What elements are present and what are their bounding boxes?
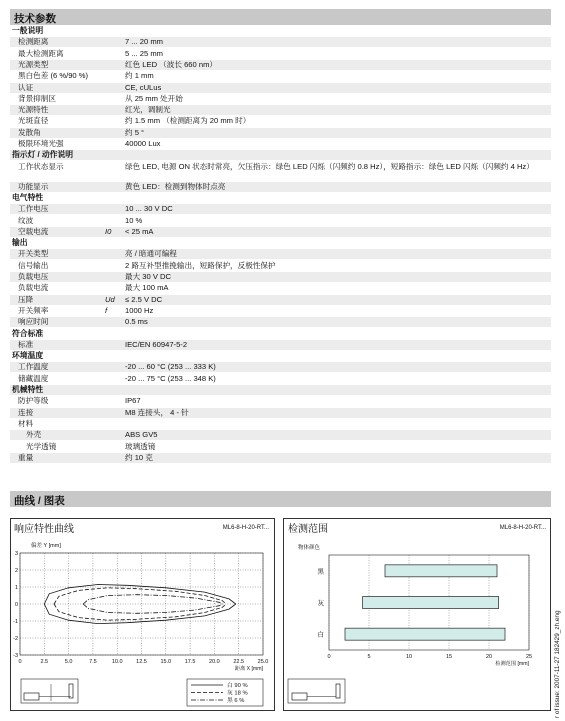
- spec-value: 5 ... 25 mm: [125, 48, 163, 58]
- spec-key: 功能显示: [18, 181, 49, 191]
- section-header-curves: [10, 491, 551, 507]
- spec-key: 开关类型: [18, 249, 49, 259]
- spec-value: 40000 Lux: [125, 139, 161, 148]
- spec-row: [10, 283, 551, 293]
- spec-value: 最大 30 V DC: [125, 272, 171, 281]
- x-tick-label: 17.5: [184, 659, 196, 665]
- spec-key: 标准: [18, 339, 34, 349]
- response-curve-chart: [11, 519, 274, 710]
- chart-title: 响应特性曲线: [14, 524, 74, 535]
- spec-row: [10, 295, 551, 305]
- spec-value: 约 5 °: [125, 127, 145, 137]
- detection-range-panel: [283, 518, 551, 711]
- spec-group-header: [10, 238, 551, 248]
- x-tick-label: 25.0: [257, 659, 269, 665]
- spec-key: 电气特性: [12, 192, 44, 202]
- legend-label: 灰 18 %: [227, 690, 248, 697]
- y-tick-label: -3: [13, 653, 18, 659]
- section-title: 技术参数: [14, 13, 56, 25]
- spec-key: 光学透镜: [26, 441, 57, 451]
- y-tick-label: 0: [14, 602, 18, 608]
- series-line-0-lower: [44, 604, 236, 624]
- spec-row: [10, 139, 551, 149]
- x-tick-label: 5: [367, 654, 371, 660]
- spec-value: IP67: [125, 396, 141, 406]
- spec-group-header: [10, 385, 551, 395]
- issue-date-note: r of issue: 2007-11-27 182429_zh.eng: [554, 610, 561, 718]
- spec-row: [10, 49, 551, 59]
- spec-value: 红色 LED （波长 660 nm）: [125, 59, 217, 69]
- spec-key: 响应时间: [18, 317, 49, 327]
- spec-value: 0.5 ms: [125, 317, 148, 327]
- sensor-diagram-icon: [288, 679, 345, 703]
- x-tick-label: 2.5: [40, 659, 49, 665]
- spec-value: 约 1.5 mm （检测距离为 20 mm 时）: [125, 116, 251, 126]
- spec-row: [10, 340, 551, 350]
- spec-value: 1000 Hz: [125, 305, 154, 315]
- spec-key: 连接: [18, 407, 34, 417]
- detection-range-chart: [284, 519, 550, 710]
- spec-row: [10, 272, 551, 282]
- series-line-2-lower: [83, 604, 222, 613]
- legend-label: 白 90 %: [227, 683, 248, 689]
- y-tick-label: 3: [14, 551, 18, 557]
- series-line-0-upper: [44, 585, 236, 605]
- x-tick-label: 12.5: [136, 659, 147, 665]
- spec-key: 重量: [18, 452, 34, 462]
- spec-key: 光源特性: [18, 105, 49, 115]
- range-bar: [385, 565, 497, 577]
- spec-key: 光斑直径: [18, 116, 49, 126]
- x-tick-label: 10.0: [111, 659, 123, 665]
- spec-row: [10, 374, 551, 384]
- spec-value: -20 ... 75 °C (253 ... 348 K): [125, 373, 216, 383]
- x-tick-label: 15.0: [160, 659, 172, 665]
- spec-group-header: [10, 351, 551, 361]
- spec-value: 亮 / 暗通可编程: [125, 249, 177, 259]
- x-tick-label: 10: [405, 654, 413, 660]
- spec-key: 光源类型: [18, 59, 49, 69]
- x-tick-label: 22.5: [233, 659, 245, 665]
- spec-key: 环境温度: [12, 351, 44, 361]
- x-axis-label: 距离 X [mm]: [234, 666, 263, 672]
- spec-value: 约 1 mm: [125, 71, 154, 81]
- range-bar: [363, 597, 499, 609]
- spec-row: [10, 216, 551, 226]
- spec-row: [10, 116, 551, 126]
- series-line-2-upper: [83, 595, 222, 604]
- spec-symbol: Ud: [105, 294, 115, 304]
- y-tick-label: 1: [14, 585, 18, 591]
- category-label: 灰: [317, 600, 324, 607]
- spec-row: [10, 227, 551, 237]
- spec-key: 背景抑制区: [18, 93, 56, 103]
- spec-row: [10, 60, 551, 70]
- spec-key: 工作状态显示: [18, 161, 64, 171]
- spec-row: [10, 249, 551, 259]
- y-axis-label: 物体颜色: [298, 545, 321, 551]
- spec-value: -20 ... 60 °C (253 ... 333 K): [125, 362, 216, 372]
- y-axis-label: 偏差 Y [mm]: [31, 543, 61, 549]
- spec-key: 认证: [18, 82, 34, 92]
- spec-key: 负载电流: [18, 283, 49, 293]
- x-tick-label: 15: [445, 654, 453, 660]
- legend-label: 黑 6 %: [227, 698, 245, 704]
- spec-group-header: [10, 329, 551, 339]
- y-tick-label: -2: [13, 636, 18, 642]
- spec-key: 空载电流: [18, 226, 49, 236]
- spec-value: CE, cULus: [125, 82, 162, 92]
- document-side-note: [554, 585, 564, 718]
- spec-group-header: [10, 193, 551, 203]
- spec-value: 最大 100 mA: [125, 283, 169, 293]
- x-tick-label: 0: [18, 659, 22, 665]
- spec-row: [10, 162, 551, 182]
- spec-key: 黑白色差 (6 %/90 %): [18, 71, 89, 81]
- spec-value: IEC/EN 60947-5-2: [125, 339, 188, 349]
- spec-value: 黄色 LED：检测到物体时点亮: [125, 181, 226, 191]
- spec-row: [10, 317, 551, 327]
- spec-row: [10, 71, 551, 81]
- spec-key: 最大检测距离: [18, 48, 64, 58]
- spec-key: 极限环境光强: [18, 139, 64, 148]
- chart-model: ML6-8-H-20-RT...: [222, 525, 269, 531]
- range-bar: [345, 628, 505, 640]
- spec-row: [10, 83, 551, 93]
- spec-row: [10, 94, 551, 104]
- x-tick-label: 7.5: [89, 659, 97, 665]
- spec-value: 10 ... 30 V DC: [125, 204, 173, 214]
- spec-row: [10, 204, 551, 214]
- spec-key: 一般说明: [12, 26, 44, 35]
- chart-legend: [187, 679, 263, 706]
- chart-model: ML6-8-H-20-RT...: [499, 525, 546, 531]
- x-tick-label: 20.0: [209, 659, 220, 665]
- spec-key: 纹波: [18, 215, 34, 225]
- spec-group-header: [10, 150, 551, 160]
- spec-value: ABS GV5: [125, 430, 158, 440]
- spec-value: < 25 mA: [125, 226, 154, 236]
- section-header-tech-params: [10, 9, 551, 25]
- x-axis-label: 检测范围 [mm]: [495, 661, 529, 667]
- y-tick-label: -1: [13, 619, 18, 625]
- spec-row: [10, 37, 551, 47]
- spec-symbol: I0: [105, 226, 112, 236]
- spec-value: M8 连接头， 4 - 针: [125, 407, 189, 417]
- spec-value: 约 10 克: [125, 452, 153, 462]
- sensor-diagram-icon: [21, 679, 78, 703]
- spec-key: 外壳: [26, 430, 42, 440]
- spec-row: [10, 430, 551, 440]
- spec-key: 检测距离: [18, 37, 49, 47]
- spec-value: 绿色 LED, 电源 ON 状态时常亮，欠压指示：绿色 LED 闪烁（闪频约 0.8 Hz），短路指示：绿色 LED 闪烁（闪频约 4 Hz）: [125, 161, 534, 171]
- spec-value: 从 25 mm 处开始: [125, 93, 183, 103]
- spec-key: 机械特性: [12, 385, 44, 394]
- spec-value: ≤ 2.5 V DC: [125, 294, 163, 304]
- spec-key: 工作温度: [18, 362, 49, 372]
- spec-value: 7 ... 20 mm: [125, 37, 163, 47]
- spec-key: 信号输出: [18, 260, 49, 270]
- spec-row: [10, 105, 551, 115]
- spec-key: 工作电压: [18, 204, 49, 214]
- spec-key: 负载电压: [18, 272, 49, 281]
- spec-row: [10, 362, 551, 372]
- spec-key: 材料: [18, 418, 34, 428]
- spec-row: [10, 182, 551, 192]
- spec-row: [10, 396, 551, 406]
- spec-row: [10, 442, 551, 452]
- spec-value: 10 %: [125, 215, 143, 225]
- series-line-1-lower: [54, 604, 226, 620]
- spec-row: [10, 128, 551, 138]
- y-tick-label: 2: [14, 568, 18, 574]
- spec-symbol: f: [105, 305, 108, 315]
- x-tick-label: 5.0: [64, 659, 73, 665]
- spec-value: 2 路互补型推挽输出，短路保护，反极性保护: [125, 260, 276, 270]
- spec-group-header: [10, 26, 551, 36]
- spec-row: [10, 306, 551, 316]
- x-tick-label: 25: [525, 654, 533, 660]
- spec-key: 防护等级: [18, 396, 49, 406]
- spec-value: 红光，调制光: [125, 105, 171, 115]
- x-tick-label: 0: [327, 654, 331, 660]
- spec-key: 储藏温度: [18, 373, 49, 383]
- category-label: 白: [317, 631, 324, 639]
- x-tick-label: 20: [485, 654, 493, 660]
- spec-row: [10, 261, 551, 271]
- spec-key: 输出: [12, 238, 28, 248]
- series-line-1-upper: [54, 588, 226, 604]
- spec-row: [10, 419, 551, 429]
- section-title: 曲线 / 图表: [14, 495, 65, 507]
- spec-key: 发散角: [18, 127, 41, 137]
- spec-row: [10, 408, 551, 418]
- spec-value: 玻璃透镜: [125, 441, 156, 451]
- spec-key: 开关频率: [18, 305, 49, 315]
- spec-key: 指示灯 / 动作说明: [12, 150, 74, 160]
- spec-row: [10, 453, 551, 463]
- response-curve-panel: [10, 518, 275, 711]
- category-label: 黑: [317, 568, 324, 576]
- spec-key: 符合标准: [12, 328, 44, 338]
- spec-key: 压降: [18, 294, 34, 304]
- chart-title: 检测范围: [288, 524, 328, 535]
